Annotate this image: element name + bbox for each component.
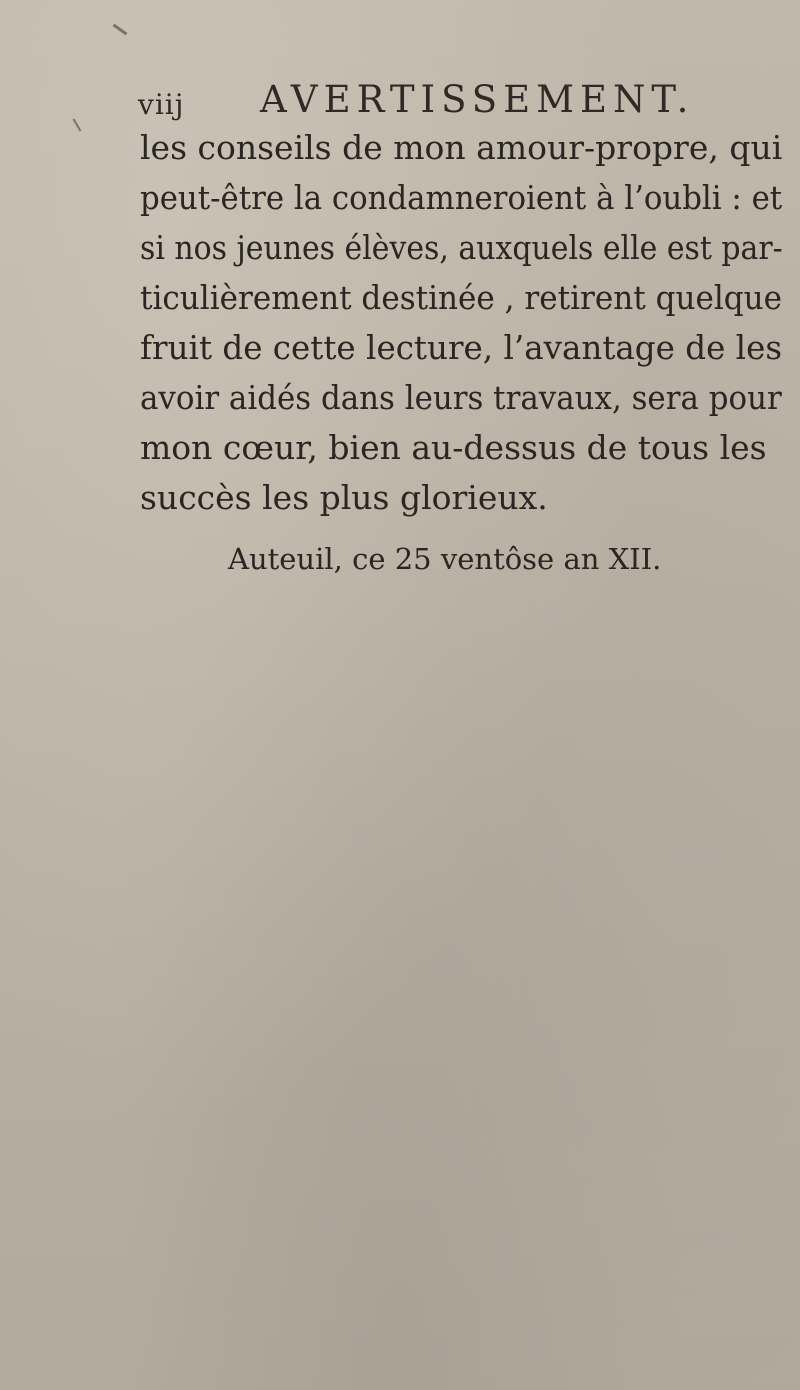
text-line-8: succès les plus glorieux. [140, 478, 548, 517]
text-line-5: fruit de cette lecture, l’avantage de les [140, 328, 783, 367]
text-line-2: peut-être la condamneroient à l’oubli : et [140, 178, 783, 217]
page-header [138, 78, 758, 128]
text-line-7: mon cœur, bien au-dessus de tous les [140, 428, 767, 467]
stray-mark-top-left [113, 24, 128, 36]
stray-mark-left [73, 118, 82, 131]
text-line-3: si nos jeunes élèves, auxquels elle est par- [140, 228, 783, 267]
page-number: viij [138, 88, 185, 121]
text-line-6: avoir aidés dans leurs travaux, sera pour [140, 378, 782, 417]
running-title: AVERTISSEMENT. [260, 78, 695, 121]
text-line-1: les conseils de mon amour-propre, qui [140, 128, 783, 167]
dateline: Auteuil, ce 25 ventôse an XII. [228, 542, 662, 576]
text-line-4: ticulièrement destinée , retirent quelque [140, 278, 783, 317]
